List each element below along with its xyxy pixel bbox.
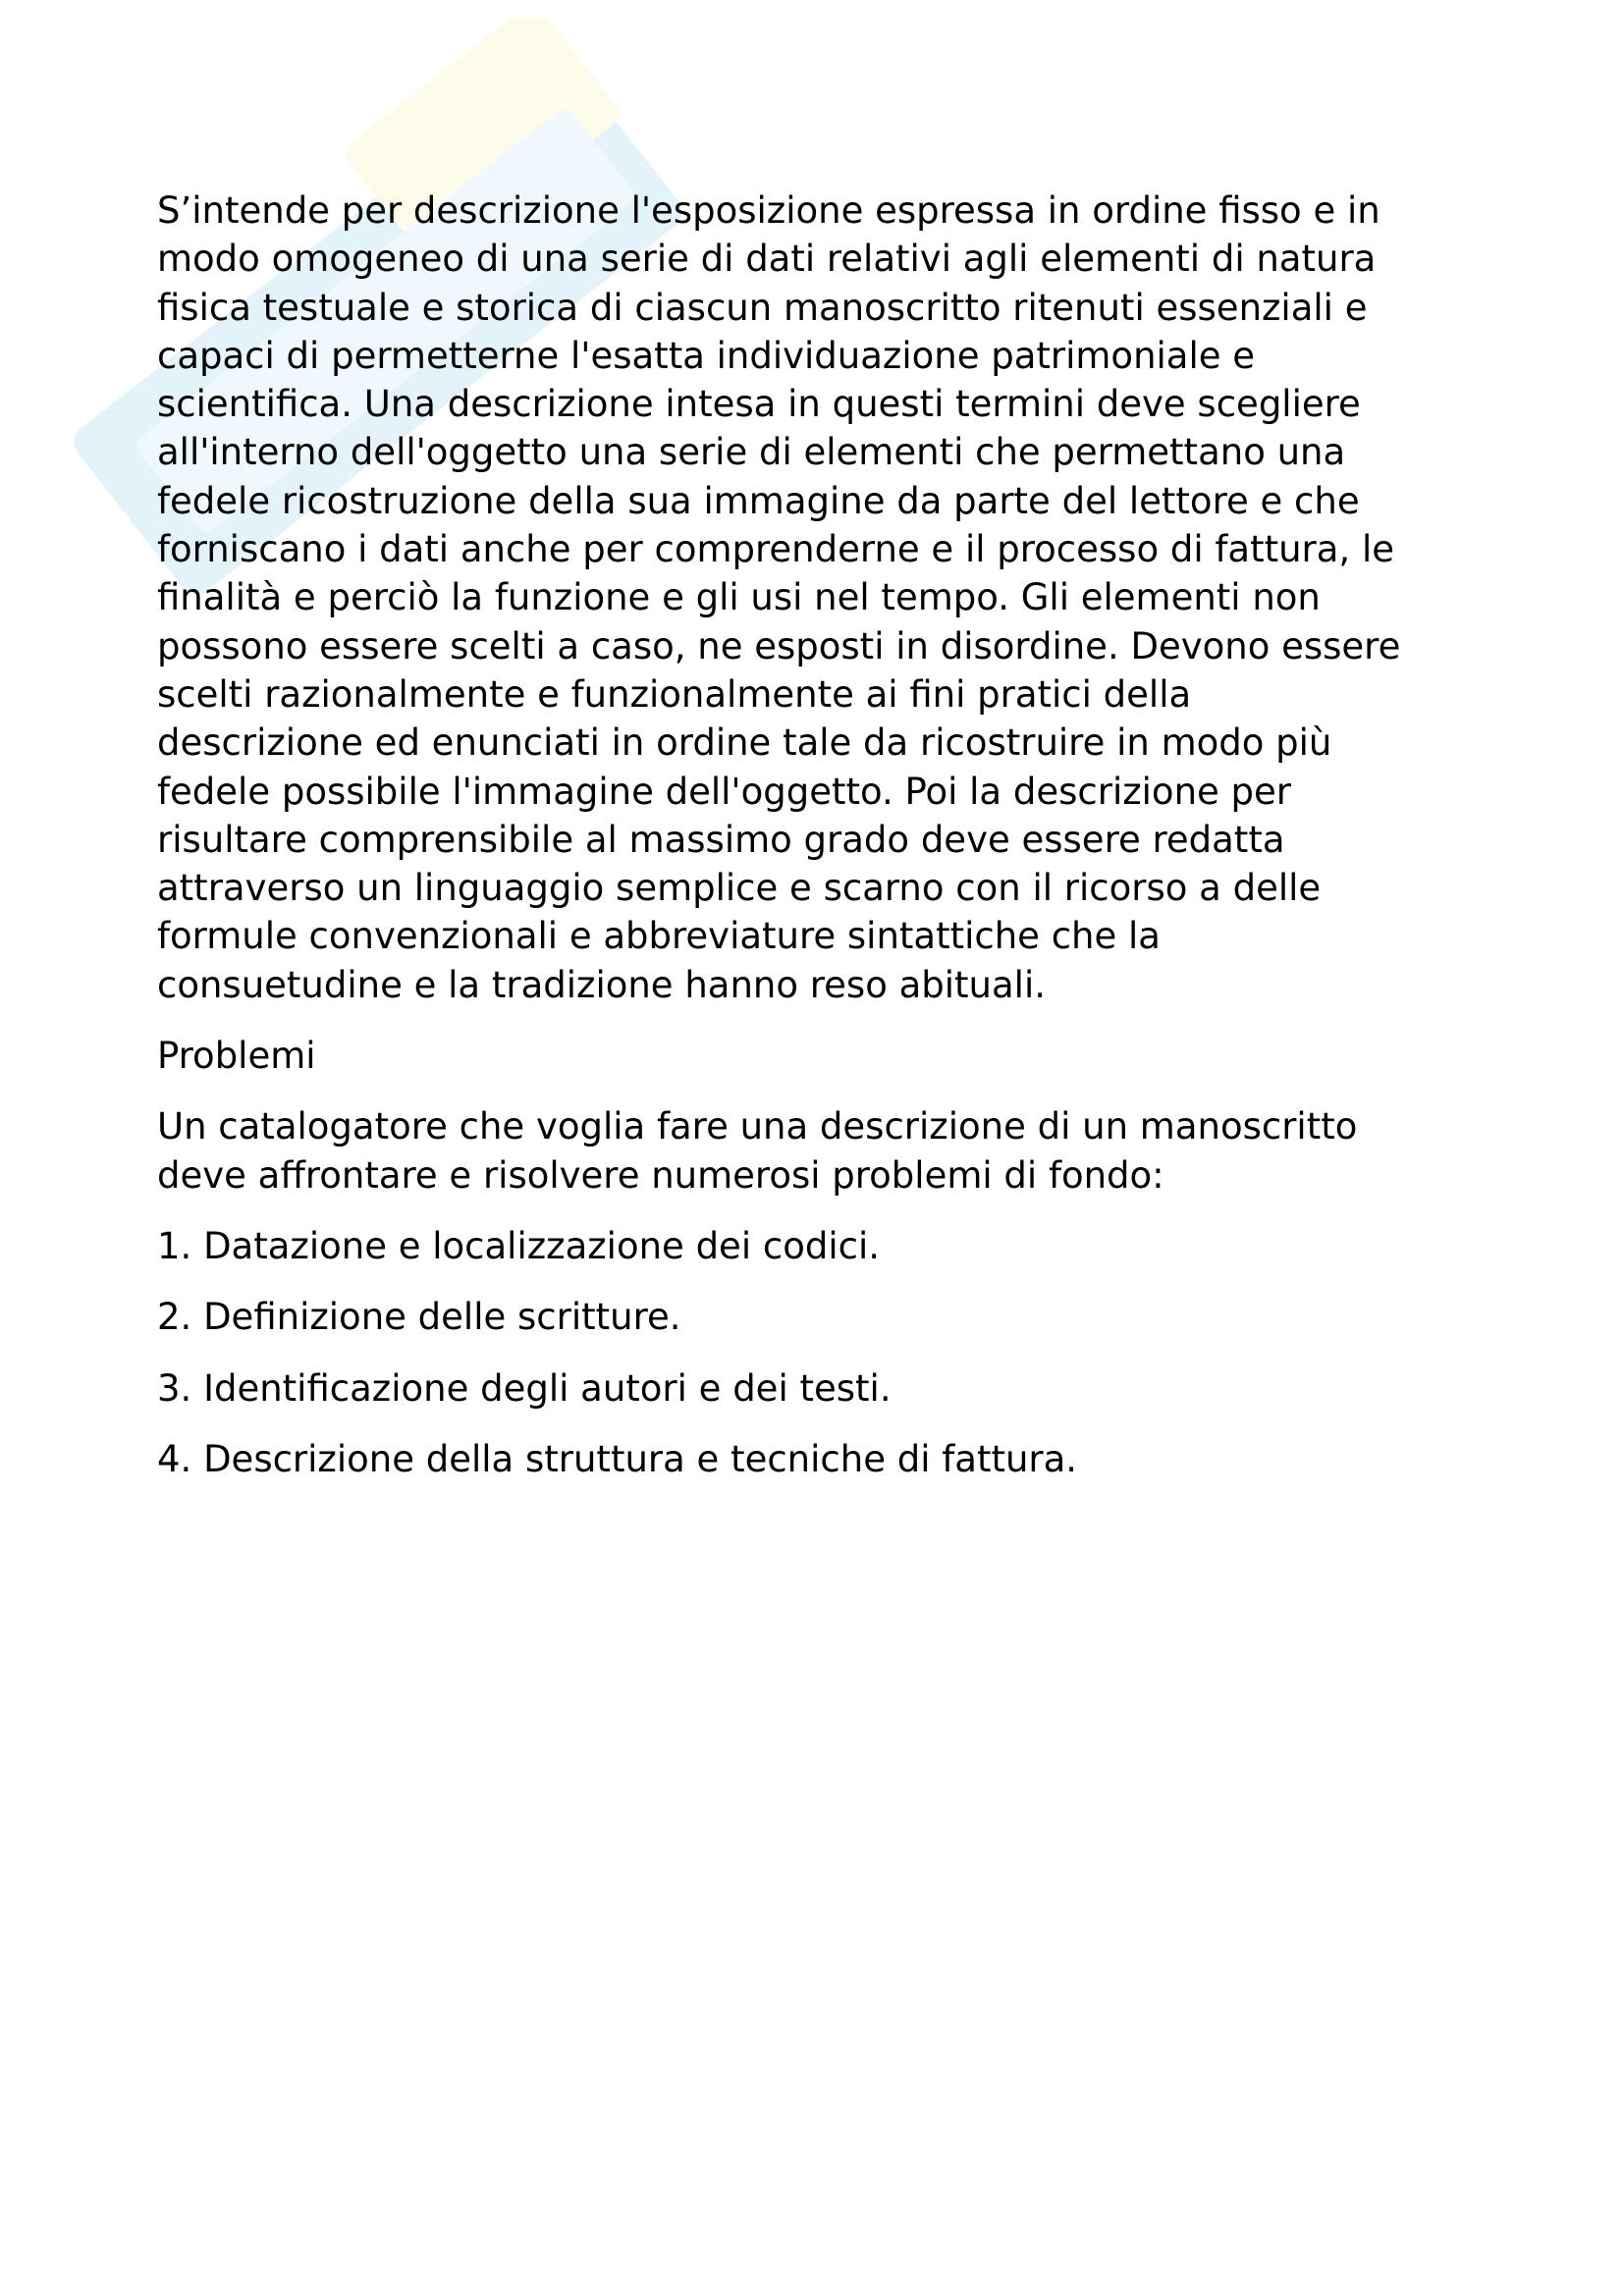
- paragraph-line: descrizione ed enunciati in ordine tale da ricostruire in modo più: [157, 721, 1332, 765]
- paragraph-line: all'interno dell'oggetto una serie di elementi che permettano una: [157, 431, 1346, 474]
- problem-item-dating: 1. Datazione e localizzazione dei codici.: [157, 1224, 880, 1267]
- paragraph-line: risultare comprensibile al massimo grado deve essere redatta: [157, 818, 1285, 861]
- problems-list: [157, 1222, 1492, 1483]
- paragraph-line: modo omogeneo di una serie di dati relativi agli elementi di natura: [157, 238, 1377, 281]
- paragraph-line: forniscano i dati anche per comprenderne e il processo di fattura, le: [157, 528, 1394, 571]
- paragraph-line: finalità e perciò la funzione e gli usi nel tempo. Gli elementi non: [157, 576, 1321, 619]
- paragraph-line: fedele possibile l'immagine dell'oggetto. Poi la descrizione per: [157, 770, 1292, 813]
- paragraph-line: capaci di permetterne l'esatta individuazione patrimoniale e: [157, 334, 1256, 377]
- paragraph-line: scelti razionalmente e funzionalmente ai fini pratici della: [157, 672, 1192, 716]
- document-page: [157, 187, 1492, 1483]
- description-paragraph: [157, 187, 1492, 1009]
- intro-line: Un catalogatore che voglia fare una descrizione di un manoscritto: [157, 1105, 1358, 1148]
- paragraph-line: consuetudine e la tradizione hanno reso abituali.: [157, 963, 1046, 1006]
- paragraph-line: S’intende per descrizione l'esposizione espressa in ordine fisso e in: [157, 189, 1380, 232]
- problem-item-scripts: 2. Definizione delle scritture.: [157, 1296, 681, 1339]
- problem-item-structure: 4. Descrizione della struttura e tecniche di fattura.: [157, 1437, 1078, 1480]
- paragraph-line: formule convenzionali e abbreviature sintattiche che la: [157, 915, 1161, 958]
- paragraph-line: scientifica. Una descrizione intesa in questi termini deve scegliere: [157, 383, 1361, 426]
- paragraph-line: fisica testuale e storica di ciascun manoscritto ritenuti essenziali e: [157, 286, 1368, 329]
- paragraph-line: attraverso un linguaggio semplice e scarno con il ricorso a delle: [157, 867, 1322, 910]
- problems-intro: [157, 1102, 1492, 1200]
- intro-line: deve affrontare e risolvere numerosi problemi di fondo:: [157, 1153, 1164, 1197]
- problem-item-authors: 3. Identificazione degli autori e dei testi.: [157, 1366, 892, 1410]
- problems-heading: Problemi: [157, 1035, 316, 1078]
- paragraph-line: possono essere scelti a caso, ne esposti in disordine. Devono essere: [157, 624, 1401, 667]
- paragraph-line: fedele ricostruzione della sua immagine da parte del lettore e che: [157, 479, 1360, 522]
